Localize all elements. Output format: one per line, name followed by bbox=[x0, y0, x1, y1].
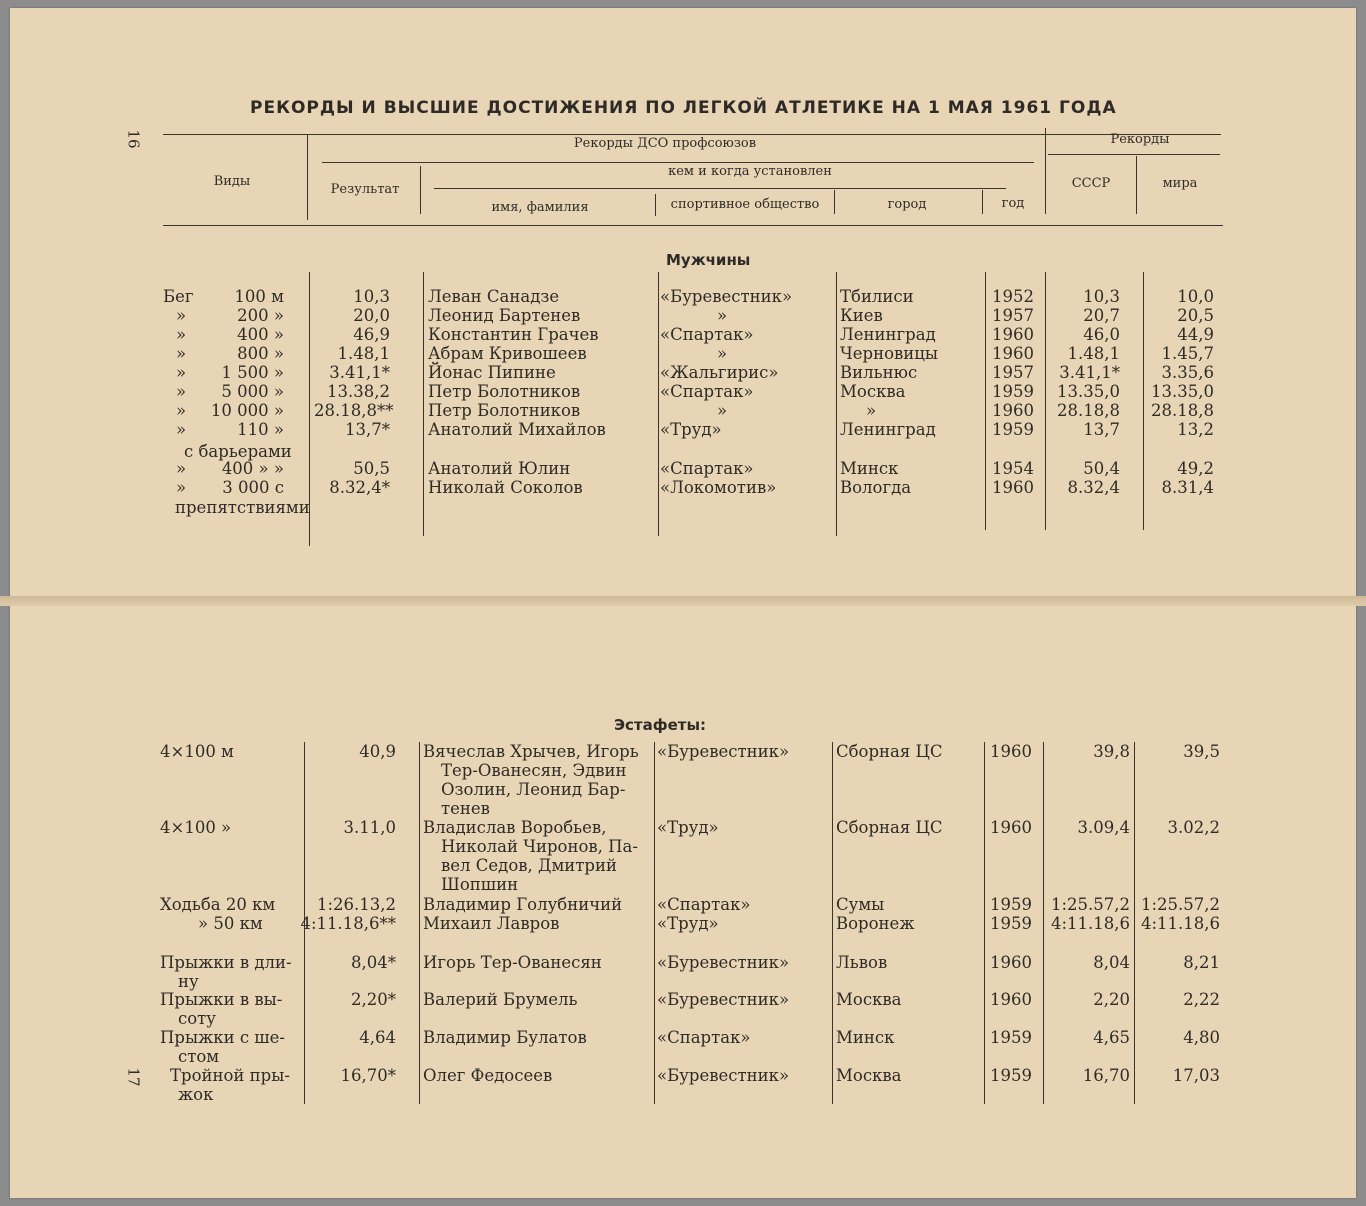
year: 1960 bbox=[990, 818, 1032, 837]
world-record: 2,22 bbox=[1183, 990, 1220, 1009]
event-distance: 400 » » bbox=[221, 459, 284, 478]
year: 1957 bbox=[992, 306, 1034, 325]
event-distance: 100 м bbox=[234, 287, 284, 306]
event-label: Тройной пры- bbox=[170, 1066, 290, 1085]
page-title: РЕКОРДЫ И ВЫСШИЕ ДОСТИЖЕНИЯ ПО ЛЕГКОЙ АТЛЕТИКЕ НА 1 МАЯ 1961 ГОДА bbox=[250, 98, 1117, 118]
sports-society: «Спартак» bbox=[660, 382, 754, 401]
world-record: 8.31,4 bbox=[1161, 478, 1214, 497]
ussr-record: 3.09,4 bbox=[1077, 818, 1130, 837]
sports-society: » bbox=[716, 306, 728, 325]
year: 1960 bbox=[992, 344, 1034, 363]
sports-society: «Труд» bbox=[660, 420, 722, 439]
ussr-record: 13.35,0 bbox=[1057, 382, 1120, 401]
book-gutter bbox=[0, 596, 1366, 606]
event-distance: 3 000 с bbox=[222, 478, 284, 497]
event-distance: 800 » bbox=[237, 344, 284, 363]
header-society: спортивное общество bbox=[670, 197, 820, 212]
result-value: 13.38,2 bbox=[327, 382, 390, 401]
sports-society: «Буревестник» bbox=[657, 953, 790, 972]
header-world: мира bbox=[1162, 176, 1198, 191]
sports-society: «Буревестник» bbox=[657, 1066, 790, 1085]
city: Тбилиси bbox=[840, 287, 914, 306]
city: Вильнюс bbox=[840, 363, 918, 382]
athlete-name: Николай Чиронов, Па- bbox=[441, 837, 638, 856]
ussr-record: 13,7 bbox=[1083, 420, 1120, 439]
world-record: 1:25.57,2 bbox=[1140, 895, 1220, 914]
city: Сумы bbox=[836, 895, 885, 914]
result-value: 3.41,1* bbox=[329, 363, 390, 382]
ussr-record: 1:25.57,2 bbox=[1050, 895, 1130, 914]
event-label: » bbox=[176, 363, 187, 382]
world-record: 8,21 bbox=[1183, 953, 1220, 972]
world-record: 1.45,7 bbox=[1161, 344, 1214, 363]
city: Черновицы bbox=[840, 344, 939, 363]
athlete-name: Йонас Пипине bbox=[428, 363, 556, 382]
ussr-record: 46,0 bbox=[1083, 325, 1120, 344]
city: Вологда bbox=[840, 478, 912, 497]
world-record: 44,9 bbox=[1177, 325, 1214, 344]
event-label: Прыжки с ше- bbox=[160, 1028, 285, 1047]
world-record: 4,80 bbox=[1183, 1028, 1220, 1047]
event-label: » bbox=[176, 420, 187, 439]
world-record: 4:11.18,6 bbox=[1140, 914, 1220, 933]
athlete-name: Вячеслав Хрычев, Игорь bbox=[423, 742, 639, 761]
sports-society: «Жальгирис» bbox=[660, 363, 779, 382]
athlete-name: Шопшин bbox=[441, 875, 519, 894]
ussr-record: 50,4 bbox=[1083, 459, 1120, 478]
city: Москва bbox=[836, 990, 902, 1009]
event-label: Ходьба 20 км bbox=[160, 895, 276, 914]
ussr-record: 4,65 bbox=[1093, 1028, 1130, 1047]
world-record: 3.02,2 bbox=[1167, 818, 1220, 837]
city: Москва bbox=[836, 1066, 902, 1085]
result-value: 8.32,4* bbox=[329, 478, 390, 497]
event-distance: 200 » bbox=[237, 306, 284, 325]
sports-society: «Буревестник» bbox=[660, 287, 793, 306]
event-label: 4×100 м bbox=[160, 742, 234, 761]
year: 1960 bbox=[990, 742, 1032, 761]
event-label: соту bbox=[178, 1009, 217, 1028]
city: Ленинград bbox=[840, 325, 936, 344]
sports-society: » bbox=[716, 401, 728, 420]
result-value: 4,64 bbox=[359, 1028, 396, 1047]
year: 1952 bbox=[992, 287, 1034, 306]
city: Воронеж bbox=[836, 914, 915, 933]
ussr-record: 4:11.18,6 bbox=[1050, 914, 1130, 933]
year: 1957 bbox=[992, 363, 1034, 382]
sports-society: «Труд» bbox=[657, 818, 719, 837]
world-record: 17,03 bbox=[1172, 1066, 1220, 1085]
year: 1959 bbox=[990, 914, 1032, 933]
city: Минск bbox=[836, 1028, 895, 1047]
athlete-name: Владислав Воробьев, bbox=[423, 818, 607, 837]
year: 1960 bbox=[990, 990, 1032, 1009]
header-city: город bbox=[887, 197, 927, 212]
sports-society: » bbox=[716, 344, 728, 363]
event-label: » bbox=[176, 478, 187, 497]
result-value: 1.48,1 bbox=[337, 344, 390, 363]
athlete-name: Валерий Брумель bbox=[423, 990, 578, 1009]
sports-society: «Труд» bbox=[657, 914, 719, 933]
event-label: с барьерами bbox=[184, 442, 292, 461]
result-value: 28.18,8** bbox=[314, 401, 394, 420]
athlete-name: Михаил Лавров bbox=[423, 914, 560, 933]
page-number-top: 16 bbox=[124, 129, 143, 149]
year: 1959 bbox=[990, 1066, 1032, 1085]
result-value: 13,7* bbox=[345, 420, 390, 439]
ussr-record: 28.18,8 bbox=[1057, 401, 1120, 420]
event-label: Бег bbox=[163, 287, 194, 306]
event-label: жок bbox=[178, 1085, 214, 1104]
athlete-name: Петр Болотников bbox=[428, 382, 581, 401]
result-value: 8,04* bbox=[351, 953, 396, 972]
athlete-name: тенев bbox=[441, 799, 490, 818]
city: Москва bbox=[840, 382, 906, 401]
world-record: 13,2 bbox=[1177, 420, 1214, 439]
sports-society: «Буревестник» bbox=[657, 990, 790, 1009]
ussr-record: 39,8 bbox=[1093, 742, 1130, 761]
year: 1960 bbox=[992, 478, 1034, 497]
year: 1959 bbox=[992, 382, 1034, 401]
sports-society: «Локомотив» bbox=[660, 478, 777, 497]
header-ussr: СССР bbox=[1071, 176, 1111, 191]
sports-society: «Буревестник» bbox=[657, 742, 790, 761]
result-value: 10,3 bbox=[353, 287, 390, 306]
section-relays: Эстафеты: bbox=[614, 716, 707, 734]
athlete-name: Леван Санадзе bbox=[428, 287, 560, 306]
ussr-record: 10,3 bbox=[1083, 287, 1120, 306]
result-value: 50,5 bbox=[353, 459, 390, 478]
event-label: препятствиями bbox=[175, 498, 310, 517]
ussr-record: 20,7 bbox=[1083, 306, 1120, 325]
athlete-name: Константин Грачев bbox=[428, 325, 599, 344]
athlete-name: Николай Соколов bbox=[428, 478, 583, 497]
result-value: 3.11,0 bbox=[343, 818, 396, 837]
event-distance: 10 000 » bbox=[210, 401, 284, 420]
athlete-name: Анатолий Юлин bbox=[428, 459, 571, 478]
header-year: год bbox=[1001, 196, 1025, 211]
result-value: 46,9 bbox=[353, 325, 390, 344]
world-record: 10,0 bbox=[1177, 287, 1214, 306]
city: Минск bbox=[840, 459, 899, 478]
world-record: 28.18,8 bbox=[1151, 401, 1214, 420]
year: 1960 bbox=[992, 401, 1034, 420]
event-label: стом bbox=[178, 1047, 220, 1066]
year: 1959 bbox=[990, 895, 1032, 914]
result-value: 16,70* bbox=[340, 1066, 396, 1085]
event-label: » bbox=[176, 459, 187, 478]
event-label: » 50 км bbox=[198, 914, 263, 933]
city: Киев bbox=[840, 306, 883, 325]
result-value: 20,0 bbox=[353, 306, 390, 325]
page-number-bottom: 17 bbox=[124, 1067, 143, 1087]
ussr-record: 8,04 bbox=[1093, 953, 1130, 972]
event-label: » bbox=[176, 344, 187, 363]
year: 1954 bbox=[992, 459, 1034, 478]
sports-society: «Спартак» bbox=[660, 325, 754, 344]
athlete-name: Озолин, Леонид Бар- bbox=[441, 780, 626, 799]
city: Сборная ЦС bbox=[836, 742, 943, 761]
header-dso: Рекорды ДСО профсоюзов bbox=[573, 136, 757, 151]
ussr-record: 2,20 bbox=[1093, 990, 1130, 1009]
result-value: 40,9 bbox=[359, 742, 396, 761]
event-label: » bbox=[176, 306, 187, 325]
section-men: Мужчины bbox=[666, 251, 751, 269]
athlete-name: Тер-Ованесян, Эдвин bbox=[441, 761, 627, 780]
ussr-record: 16,70 bbox=[1082, 1066, 1130, 1085]
ussr-record: 3.41,1* bbox=[1059, 363, 1120, 382]
year: 1959 bbox=[992, 420, 1034, 439]
ussr-record: 8.32,4 bbox=[1067, 478, 1120, 497]
event-label: Прыжки в вы- bbox=[160, 990, 283, 1009]
world-record: 13.35,0 bbox=[1151, 382, 1214, 401]
athlete-name: Анатолий Михайлов bbox=[428, 420, 606, 439]
event-distance: 110 » bbox=[237, 420, 284, 439]
result-value: 4:11.18,6** bbox=[300, 914, 396, 933]
header-name: имя, фамилия bbox=[491, 200, 589, 215]
athlete-name: Абрам Кривошеев bbox=[428, 344, 587, 363]
event-label: » bbox=[176, 382, 187, 401]
world-record: 20,5 bbox=[1177, 306, 1214, 325]
ussr-record: 1.48,1 bbox=[1067, 344, 1120, 363]
event-distance: 5 000 » bbox=[221, 382, 284, 401]
header-kem: кем и когда установлен bbox=[668, 164, 832, 179]
world-record: 49,2 bbox=[1177, 459, 1214, 478]
world-record: 3.35,6 bbox=[1161, 363, 1214, 382]
event-label: » bbox=[176, 401, 187, 420]
athlete-name: Игорь Тер-Ованесян bbox=[423, 953, 602, 972]
city: » bbox=[866, 401, 877, 420]
event-label: 4×100 » bbox=[160, 818, 232, 837]
header-vidy: Виды bbox=[213, 174, 251, 189]
result-value: 2,20* bbox=[351, 990, 396, 1009]
world-record: 39,5 bbox=[1183, 742, 1220, 761]
event-distance: 400 » bbox=[237, 325, 284, 344]
city: Львов bbox=[836, 953, 888, 972]
sports-society: «Спартак» bbox=[657, 1028, 751, 1047]
year: 1959 bbox=[990, 1028, 1032, 1047]
sports-society: «Спартак» bbox=[660, 459, 754, 478]
athlete-name: Олег Федосеев bbox=[423, 1066, 553, 1085]
event-label: Прыжки в дли- bbox=[160, 953, 292, 972]
event-label: ну bbox=[178, 972, 199, 991]
athlete-name: Петр Болотников bbox=[428, 401, 581, 420]
year: 1960 bbox=[990, 953, 1032, 972]
city: Сборная ЦС bbox=[836, 818, 943, 837]
header-result: Результат bbox=[330, 182, 400, 197]
header-records: Рекорды bbox=[1110, 132, 1170, 147]
event-distance: 1 500 » bbox=[221, 363, 284, 382]
city: Ленинград bbox=[840, 420, 936, 439]
year: 1960 bbox=[992, 325, 1034, 344]
event-label: » bbox=[176, 325, 187, 344]
athlete-name: Владимир Булатов bbox=[423, 1028, 587, 1047]
athlete-name: вел Седов, Дмитрий bbox=[441, 856, 617, 875]
athlete-name: Леонид Бартенев bbox=[428, 306, 581, 325]
result-value: 1:26.13,2 bbox=[316, 895, 396, 914]
athlete-name: Владимир Голубничий bbox=[423, 895, 623, 914]
sports-society: «Спартак» bbox=[657, 895, 751, 914]
